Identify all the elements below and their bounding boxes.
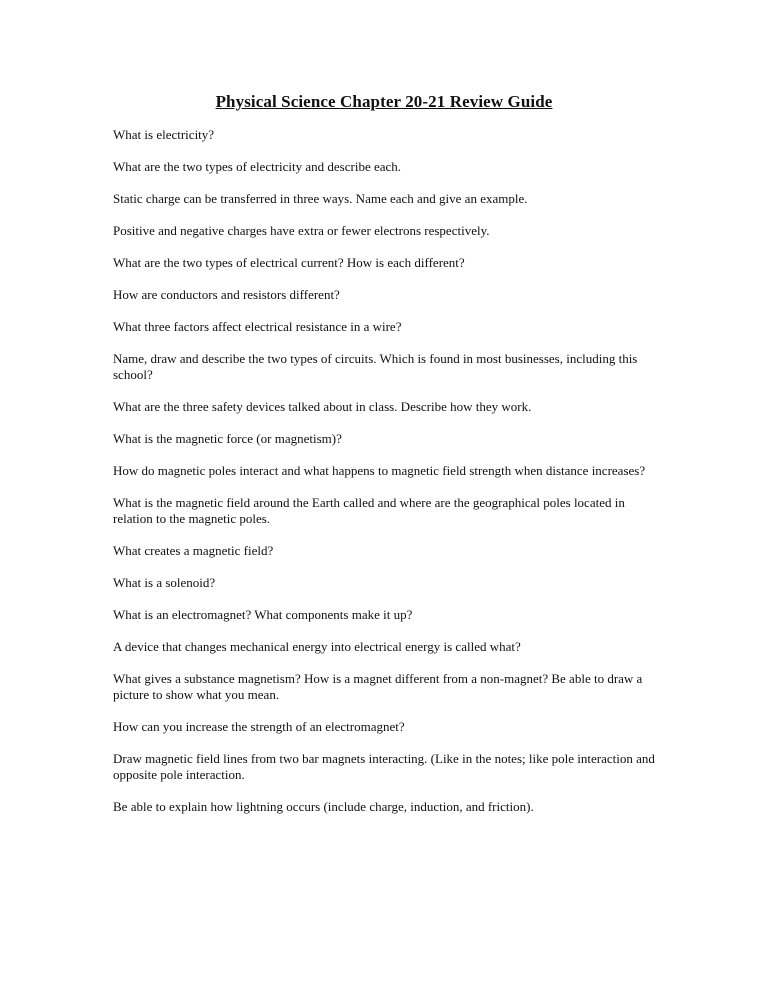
- question-item: Static charge can be transferred in three ways. Name each and give an example.: [113, 191, 528, 206]
- question-item: What is electricity?: [113, 127, 215, 142]
- question-item: What is the magnetic field around the Earth called and where are the geographical poles located in relation to the magnetic poles.: [113, 495, 625, 526]
- question-item: A device that changes mechanical energy into electrical energy is called what?: [113, 639, 521, 654]
- question-item: What are the three safety devices talked about in class. Describe how they work.: [113, 399, 532, 414]
- question-item: Draw magnetic field lines from two bar magnets interacting. (Like in the notes; like pole interaction and opposite pole interaction.: [113, 751, 655, 782]
- question-list: [113, 127, 658, 831]
- question-item: What creates a magnetic field?: [113, 543, 274, 558]
- question-item: Name, draw and describe the two types of circuits. Which is found in most businesses, including this school?: [113, 351, 638, 382]
- question-item: Positive and negative charges have extra or fewer electrons respectively.: [113, 223, 490, 238]
- question-item: What are the two types of electricity and describe each.: [113, 159, 402, 174]
- question-item: What are the two types of electrical current? How is each different?: [113, 255, 465, 270]
- question-item: What is the magnetic force (or magnetism)?: [113, 431, 342, 446]
- question-item: What is an electromagnet? What components make it up?: [113, 607, 413, 622]
- question-item: How do magnetic poles interact and what happens to magnetic field strength when distance increases?: [113, 463, 646, 478]
- question-item: Be able to explain how lightning occurs (include charge, induction, and friction).: [113, 799, 534, 814]
- document-title: Physical Science Chapter 20-21 Review Guide: [215, 92, 553, 111]
- question-item: What three factors affect electrical resistance in a wire?: [113, 319, 402, 334]
- question-item: What is a solenoid?: [113, 575, 216, 590]
- question-item: What gives a substance magnetism? How is a magnet different from a non-magnet? Be able to draw a picture to show what you mean.: [113, 671, 643, 702]
- question-item: How are conductors and resistors different?: [113, 287, 340, 302]
- question-item: How can you increase the strength of an electromagnet?: [113, 719, 405, 734]
